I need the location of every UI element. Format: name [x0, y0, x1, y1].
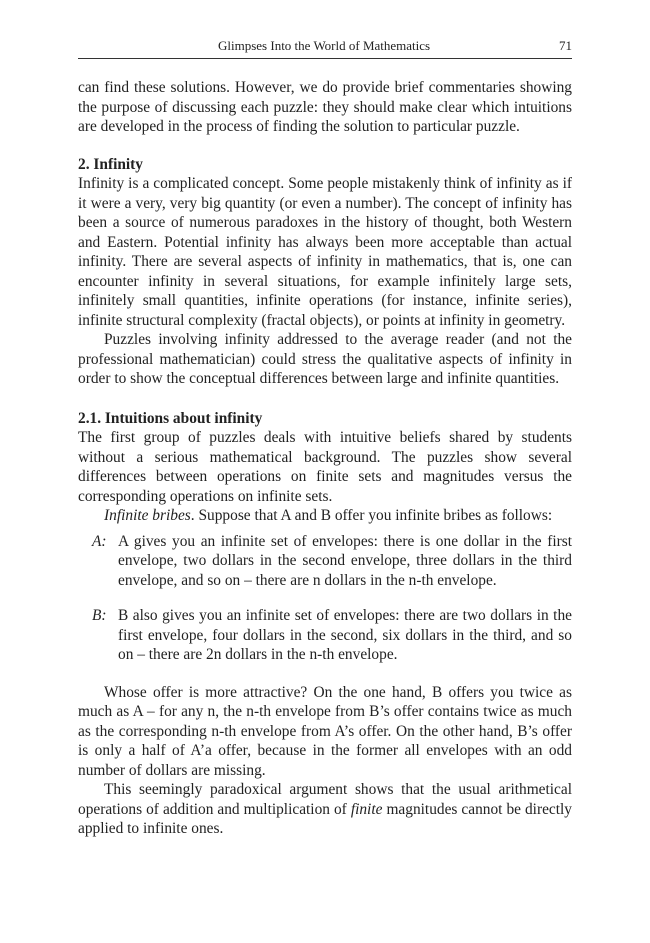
list-label-a: A:: [92, 532, 107, 550]
infinity-paragraph-1: Infinity is a complicated concept. Some people mistakenly think of infinity as if it were a very, very big quantity (or even a number). The concept of infinity has been a source of numerous paradoxes in the history of thought, both Western and Eastern. Potential infinity has always been more acceptable than actual infinity. There are several aspects of infinity in mathematics, that is, one can encounter infinity in several situations, for example infinitely large sets, infinitely small quantities, infinite operations (for instance, infinite series), infinite structural complexity (fractal objects), or points at infinity in geometry.: [78, 175, 572, 329]
list-label-b: B:: [92, 607, 107, 624]
list-item-a: [78, 532, 572, 591]
list-text-b: B also gives you an infinite set of envelopes: there are two dollars in the first envelope, four dollars in the second, six dollars in the third, and so on – there are 2n dollars in the n-th envelope.: [118, 607, 572, 663]
offers-paragraph: Whose offer is more attractive? On the one hand, B offers you twice as much as A – for any n, the n-th envelope from B’s offer contains twice as much as the corresponding n-th envelope from A’s offer. On the other hand, B’s offer is only a half of A’a offer, because in the former all envelopes with an odd number of dollars are missing.: [78, 683, 572, 779]
conclusion-text-2: magnitudes cannot be directly applied to infinite ones.: [78, 800, 572, 837]
conclusion-paragraph: [78, 780, 572, 839]
running-header: [78, 36, 572, 59]
conclusion-text-1: This seemingly paradoxical argument shows that the usual arithmetical operations of addition and multiplication of: [78, 781, 572, 818]
subsection-heading-intuitions: 2.1. Intuitions about infinity: [78, 409, 263, 427]
bribes-intro: [78, 506, 572, 526]
bribes-text: . Suppose that A and B offer you infinite bribes as follows:: [190, 507, 553, 524]
section-heading-infinity: 2. Infinity: [78, 155, 143, 173]
conclusion-emphasis: finite: [350, 800, 383, 818]
header-title: Glimpses Into the World of Mathematics: [218, 38, 431, 53]
intro-paragraph: can find these solutions. However, we do provide brief commentaries showing the purpose of discussing each puzzle: they should make clear which intuitions are developed in the process of finding the solution to particular puzzle.: [78, 79, 572, 135]
infinity-paragraph-2: Puzzles involving infinity addressed to the average reader (and not the professional mathematician) could stress the qualitative aspects of infinity in order to show the conceptual differences between large and infinite quantities.: [78, 331, 572, 387]
bribes-title: Infinite bribes: [104, 507, 191, 524]
page-number: 71: [559, 38, 572, 53]
intuitions-paragraph-1: The first group of puzzles deals with intuitive beliefs shared by students without a serious mathematical background. The puzzles show several differences between operations on finite sets and magnitudes versus the corresponding operations on infinite sets.: [78, 429, 572, 505]
list-text-a: A gives you an infinite set of envelopes: there is one dollar in the first envelope, two dollars in the second envelope, three dollars in the third envelope, and so on – there are n dollars in the n-th envelope.: [118, 532, 572, 589]
list-item-b: [78, 606, 572, 665]
page-body: [78, 78, 572, 839]
